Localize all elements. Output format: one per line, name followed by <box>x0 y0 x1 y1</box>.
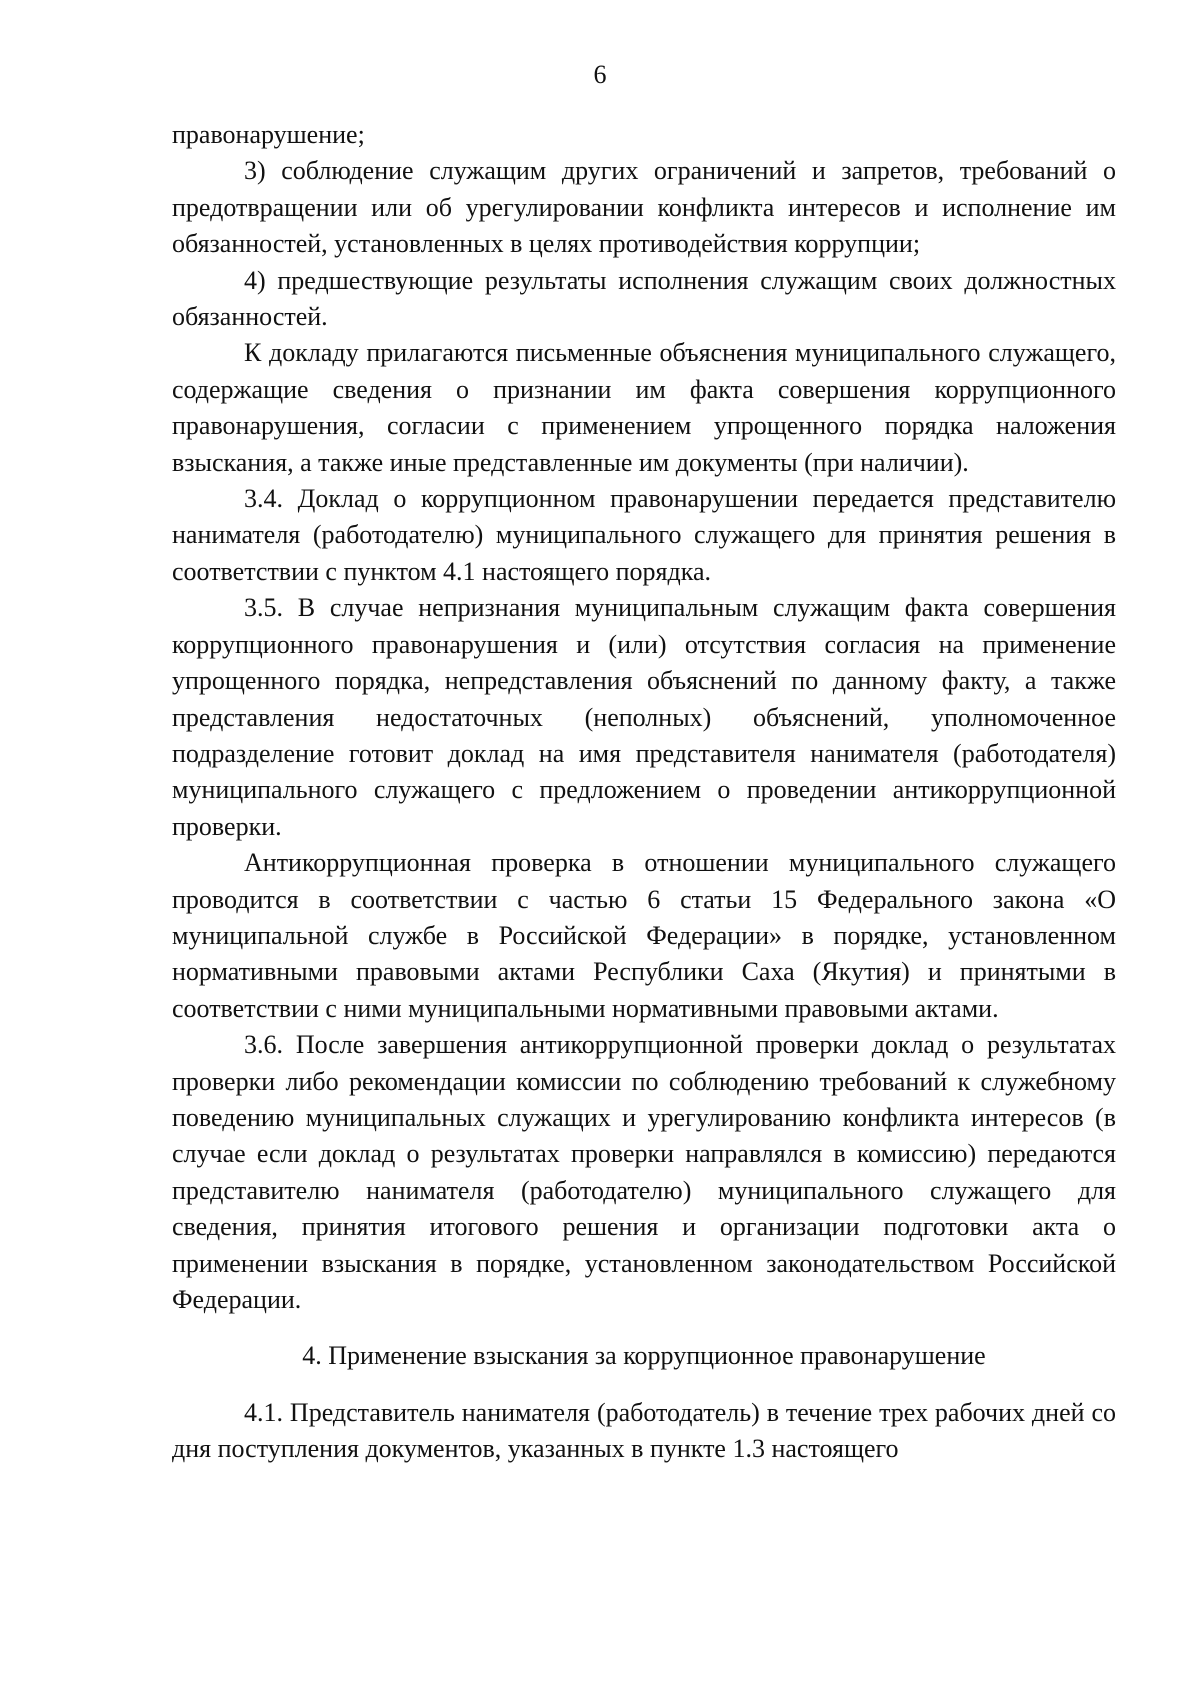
paragraph-anticorruption-check: Антикоррупционная проверка в отношении муниципального служащего проводится в соответствии с частью 6 статьи 15 Федерального закона «О муниципальной службе в Российской Федерации» в порядке, установленном нормативными правовыми актами Республики Саха (Якутия) и принятыми в соответствии с ними муниципальными нормативными правовыми актами. <box>172 848 1116 1023</box>
page-number: 6 <box>593 60 607 89</box>
document-body <box>172 117 1116 1468</box>
paragraph-report-attachments: К докладу прилагаются письменные объяснения муниципального служащего, содержащие сведения о признании им факта совершения коррупционного правонарушения, согласии с применением упрощенного порядка наложения взыскания, а также иные представленные им документы (при наличии). <box>172 338 1116 477</box>
paragraph-item-3: 3) соблюдение служащим других ограничений и запретов, требований о предотвращении или об урегулировании конфликта интересов и исполнение им обязанностей, установленных в целях противодействия коррупции; <box>172 156 1116 259</box>
paragraph-continuation: правонарушение; <box>172 120 365 149</box>
paragraph-3-6: 3.6. После завершения антикоррупционной проверки доклад о результатах проверки либо рекомендации комиссии по соблюдению требований к служебному поведению муниципальных служащих и урегулированию конфликта интересов (в случае если доклад о результатах проверки направлялся в комиссию) передаются представителю нанимателя (работодателю) муниципального служащего для сведения, принятия итогового решения и организации подготовки акта о применении взыскания в порядке, установленном законодательством Российской Федерации. <box>172 1030 1116 1314</box>
paragraph-4-1: 4.1. Представитель нанимателя (работодатель) в течение трех рабочих дней со дня поступления документов, указанных в пункте 1.3 настоящего <box>172 1397 1116 1464</box>
paragraph-3-5: 3.5. В случае непризнания муниципальным служащим факта совершения коррупционного правонарушения и (или) отсутствия согласия на применение упрощенного порядка, непредставления объяснений по данному факту, а также представления недостаточных (неполных) объяснений, уполномоченное подразделение готовит доклад на имя представителя нанимателя (работодателя) муниципального служащего с предложением о проведении антикоррупционной проверки. <box>172 593 1116 841</box>
section-heading: 4. Применение взыскания за коррупционное правонарушение <box>302 1341 986 1371</box>
paragraph-item-4: 4) предшествующие результаты исполнения служащим своих должностных обязанностей. <box>172 265 1116 332</box>
paragraph-3-4: 3.4. Доклад о коррупционном правонарушении передается представителю нанимателя (работодателю) муниципального служащего для принятия решения в соответствии с пунктом 4.1 настоящего порядка. <box>172 484 1116 586</box>
